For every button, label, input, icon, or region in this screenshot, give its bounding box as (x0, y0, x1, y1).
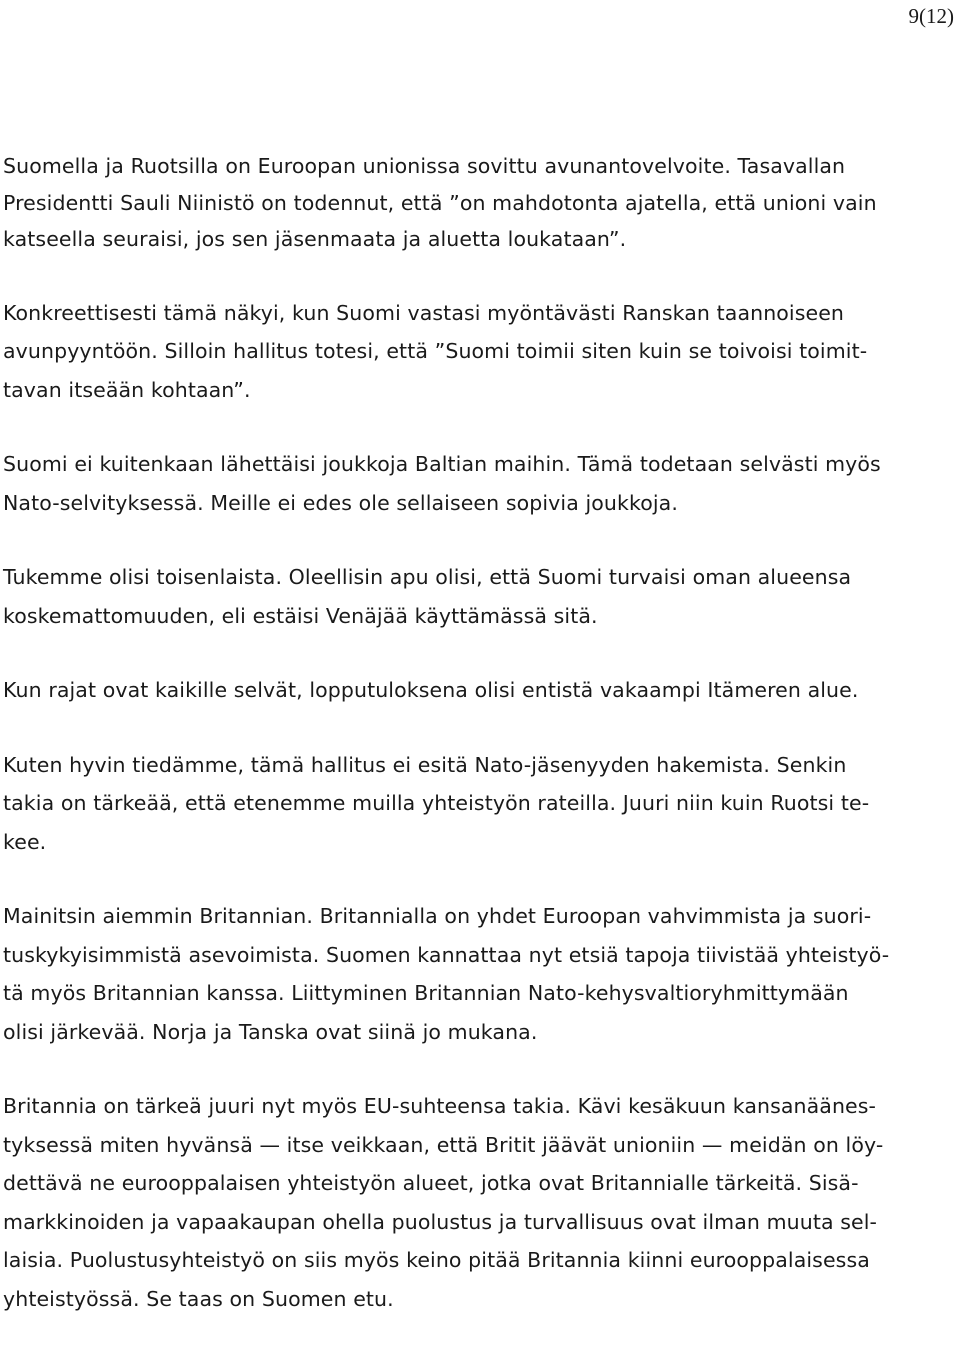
text-line: dettävä ne eurooppalaisen yhteistyön alueet, jotka ovat Britannialle tärkeitä. Sisä- (3, 1171, 859, 1195)
text-line: koskemattomuuden, eli estäisi Venäjää käyttämässä sitä. (3, 603, 598, 628)
text-line: Tukemme olisi toisenlaista. Oleellisin apu olisi, että Suomi turvaisi oman alueensa (3, 565, 852, 589)
paragraph-3 (3, 445, 957, 522)
text-line: tuskykyisimmistä asevoimista. Suomen kannattaa nyt etsiä tapoja tiivistää yhteistyö- (3, 942, 890, 967)
text-line: avunpyyntöön. Silloin hallitus totesi, että ”Suomi toimii siten kuin se toivoisi toimit- (3, 339, 868, 363)
text-line: Kun rajat ovat kaikille selvät, lopputuloksena olisi entistä vakaampi Itämeren alue. (3, 678, 859, 702)
text-line: olisi järkevää. Norja ja Tanska ovat siinä jo mukana. (3, 1019, 538, 1044)
paragraph-2 (3, 294, 957, 410)
text-line: Britannia on tärkeä juuri nyt myös EU-suhteensa takia. Kävi kesäkuun kansanäänes- (3, 1094, 877, 1118)
text-line: tyksessä miten hyvänsä — itse veikkaan, että Britit jäävät unioniin — meidän on löy- (3, 1132, 884, 1157)
text-line: yhteistyössä. Se taas on Suomen etu. (3, 1286, 394, 1311)
text-line: Nato-selvityksessä. Meille ei edes ole sellaiseen sopivia joukkoja. (3, 490, 678, 515)
text-line: Presidentti Sauli Niinistö on todennut, että ”on mahdotonta ajatella, että unioni vain (3, 190, 877, 215)
text-line: tavan itseään kohtaan”. (3, 377, 251, 402)
paragraph-6 (3, 746, 957, 862)
paragraph-4 (3, 558, 957, 635)
text-line: Konkreettisesti tämä näkyi, kun Suomi vastasi myöntävästi Ranskan taannoiseen (3, 300, 845, 325)
text-line: Mainitsin aiemmin Britannian. Britannialla on yhdet Euroopan vahvimmista ja suori- (3, 904, 872, 928)
paragraph-1 (3, 148, 957, 258)
text-line: Suomi ei kuitenkaan lähettäisi joukkoja Baltian maihin. Tämä todetaan selvästi myös (3, 452, 881, 476)
text-line: takia on tärkeää, että etenemme muilla yhteistyön rateilla. Juuri niin kuin Ruotsi te- (3, 791, 870, 815)
text-line: markkinoiden ja vapaakaupan ohella puolustus ja turvallisuus ovat ilman muuta sel- (3, 1209, 878, 1234)
text-line: Kuten hyvin tiedämme, tämä hallitus ei esitä Nato-jäsenyyden hakemista. Senkin (3, 752, 847, 777)
text-line: tä myös Britannian kanssa. Liittyminen Britannian Nato-kehysvaltioryhmittymään (3, 981, 849, 1005)
text-line: katseella seuraisi, jos sen jäsenmaata ja aluetta loukataan”. (3, 227, 627, 251)
text-line: Suomella ja Ruotsilla on Euroopan unionissa sovittu avunantovelvoite. Tasavallan (3, 154, 846, 178)
text-line: laisia. Puolustusyhteistyö on siis myös keino pitää Britannia kiinni eurooppalaisessa (3, 1248, 870, 1272)
document-body (3, 148, 957, 1354)
page-number: 9(12) (908, 4, 954, 28)
paragraph-8 (3, 1087, 957, 1318)
paragraph-5 (3, 671, 957, 710)
paragraph-7 (3, 897, 957, 1051)
text-line: kee. (3, 829, 47, 854)
